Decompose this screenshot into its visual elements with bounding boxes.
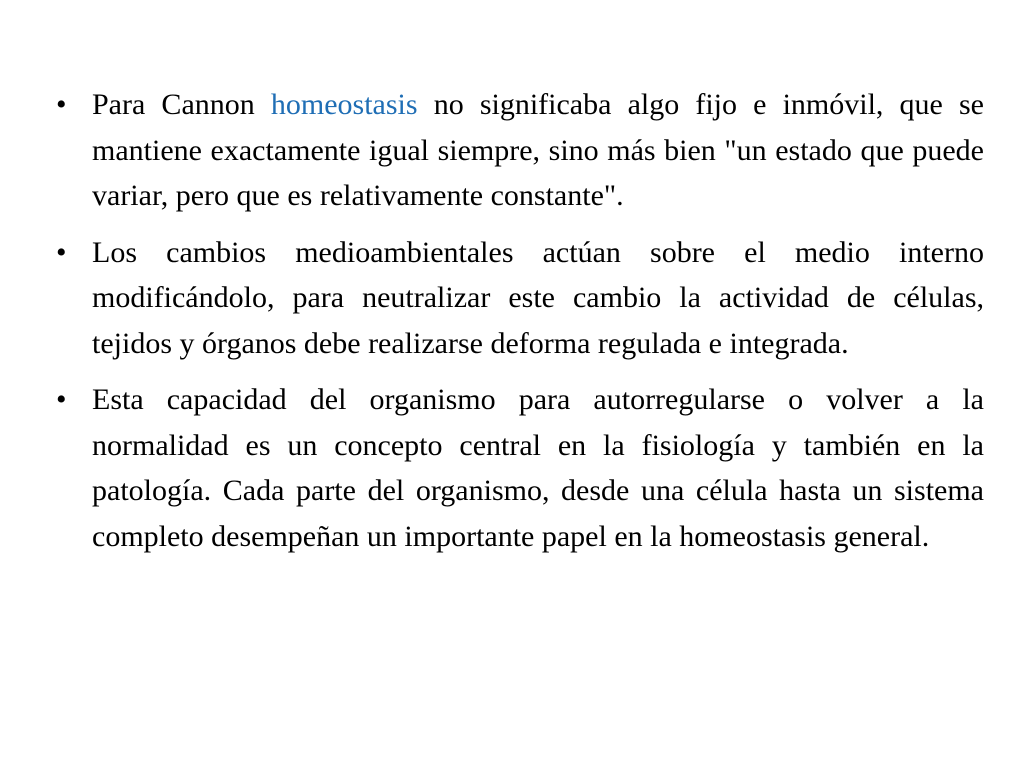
bullet-dot-icon: • <box>56 235 67 269</box>
bullet-dot-icon: • <box>56 88 67 121</box>
bullet-text: Los cambios medioambientales actúan sobre el medio interno modificándolo, para neutralizar este cambio la actividad de células, tejidos y órganos debe realizarse deforma regulada e integrada. <box>92 235 984 360</box>
homeostasis-link[interactable]: homeostasis <box>270 88 418 121</box>
bullet-item-2 <box>56 230 984 367</box>
bullet-item-1 <box>56 82 984 219</box>
bullet-text-start: Para Cannon <box>92 88 271 121</box>
bullet-text-end: no significaba algo fijo e inmóvil, que se mantiene exactamente igual siempre, sino más bien "un estado que puede variar, pero que es relativamente constante". <box>92 88 984 212</box>
bullet-item-3 <box>56 377 984 559</box>
bullet-dot-icon: • <box>56 383 67 416</box>
bullet-list <box>56 82 984 559</box>
bullet-text: Esta capacidad del organismo para autorregularse o volver a la normalidad es un concepto central en la fisiología y también en la patología. Cada parte del organismo, desde una célula hasta un sistema completo desempeñan un importante papel en la homeostasis general. <box>92 383 984 553</box>
